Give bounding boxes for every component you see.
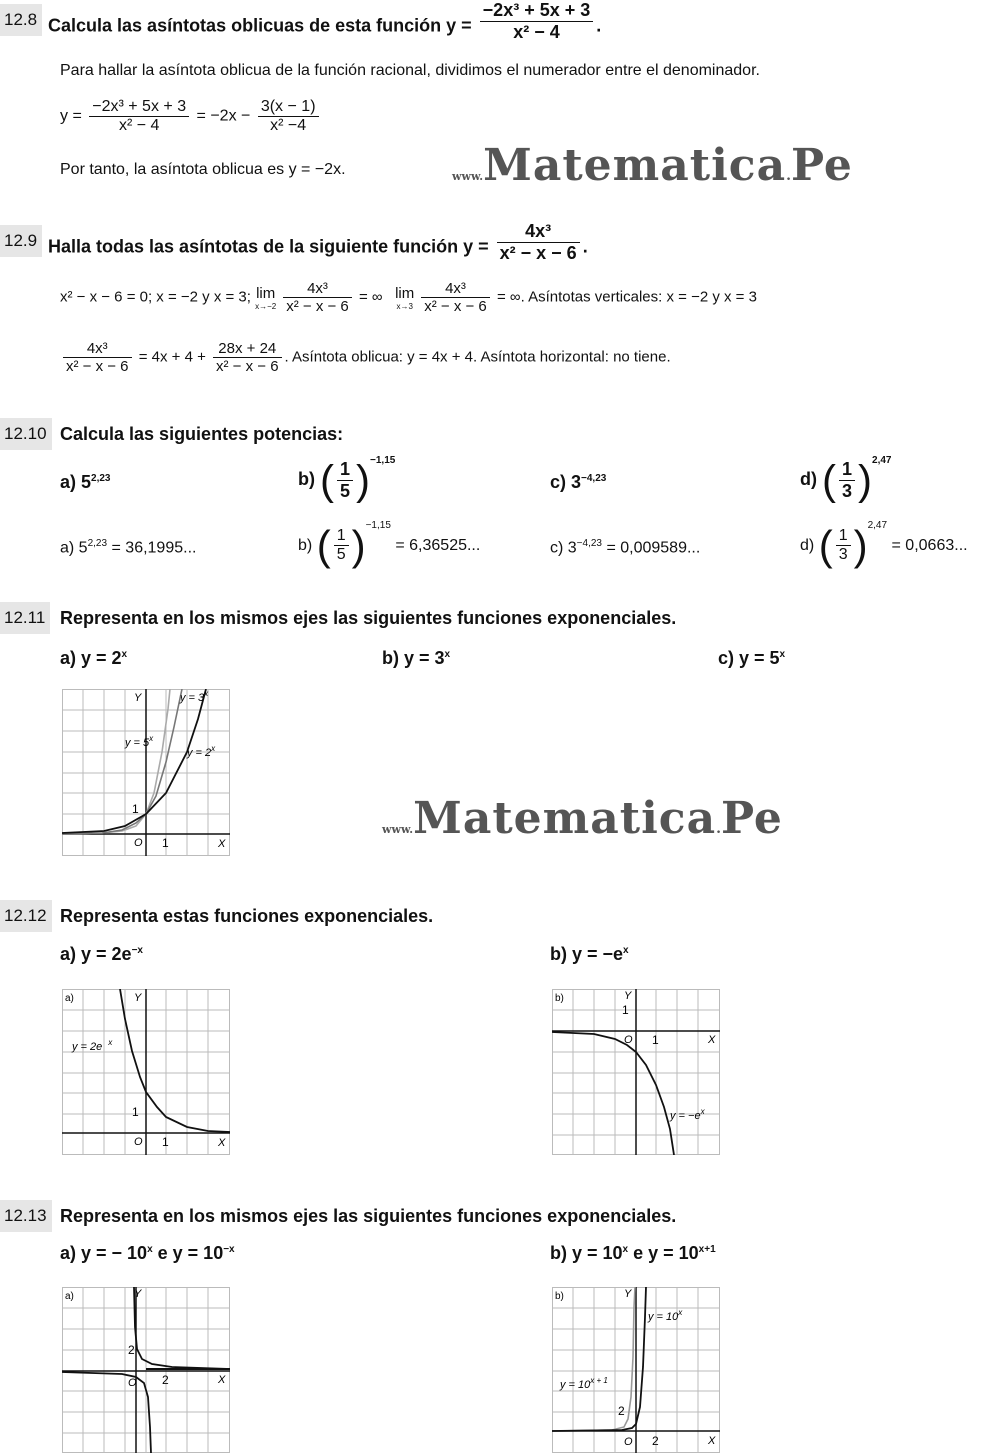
item-b: b) ( $\frac{1}{5}$ )$^{-1,15}$ xyxy=(298,455,396,504)
exercise-question: Representa estas funciones exponenciales. xyxy=(60,906,434,926)
graph-tag: a) xyxy=(65,993,74,1004)
origin-label: O xyxy=(134,837,143,849)
limit: lim x→−2 xyxy=(255,284,277,311)
y-tick-2: 2 xyxy=(618,1404,625,1418)
item-a: a) y = − $10^x$ e $y = 10^{-x}$ xyxy=(60,1243,235,1263)
curve-10x xyxy=(552,1287,646,1431)
exercise-number: 12.11 xyxy=(0,602,50,634)
curve-5x xyxy=(62,689,170,834)
item-b: b) $y = 3^x$ xyxy=(382,648,451,668)
fraction: $\frac{\text{4x³}}{\text{x² − x − 6}}$ xyxy=(283,280,352,315)
graph-tag: b) xyxy=(555,993,564,1004)
graph-10x-pair-a xyxy=(62,1287,230,1453)
fraction: $\frac{1}{3}$ xyxy=(836,527,851,564)
graph-tag: b) xyxy=(555,1291,564,1302)
exercise-question: Representa en los mismos ejes las siguientes funciones exponenciales. xyxy=(60,608,677,628)
y-tick-1: 1 xyxy=(132,802,139,816)
label-3x: $y = 3^x$ xyxy=(180,689,209,704)
origin-label: O xyxy=(624,1436,633,1448)
watermark-logo: www.Matematica.Pe xyxy=(452,140,853,191)
x-axis-label: X xyxy=(708,1034,716,1046)
graph-10x-pair-b xyxy=(552,1287,720,1453)
exercise-number: 12.10 xyxy=(0,418,52,450)
x-tick-2: 2 xyxy=(162,1373,169,1387)
x-axis-label: X xyxy=(218,838,226,850)
fraction: $\frac{\text{−2x³ + 5x + 3}}{\text{x² − 4}}$ xyxy=(480,0,594,43)
graph-neg-ex xyxy=(552,989,720,1155)
item-a: a) 5$^{2,23}$ xyxy=(60,472,111,492)
fraction: $\frac{\text{4x³}}{\text{x² − x − 6}}$ xyxy=(421,280,490,315)
x-axis-label: X xyxy=(218,1374,226,1386)
item-b: b) $y = 10^x$ e $y = 10^{x+1}$ xyxy=(550,1243,716,1263)
graph-tag: a) xyxy=(65,1291,74,1302)
curve-3x xyxy=(62,689,182,834)
item-b: b) $y = -e^x$ xyxy=(550,944,629,964)
label-10x1: $y = 10^{x + 1}$ xyxy=(560,1376,608,1391)
exercise-number: 12.13 xyxy=(0,1200,52,1232)
result-a: a) 5$^{2,23}$ = 36,1995... xyxy=(60,538,197,557)
graph-2e-negx xyxy=(62,989,230,1155)
watermark-logo: www.Matematica.Pe xyxy=(382,793,783,844)
fraction: $\frac{28x + 24}{\text{x² − x − 6}}$ xyxy=(213,340,282,375)
exercise-question: Representa en los mismos ejes las siguientes funciones exponenciales. xyxy=(60,1206,677,1226)
origin-label: O xyxy=(624,1034,633,1046)
x-tick-1: 1 xyxy=(162,836,169,850)
item-d: d) ( $\frac{1}{3}$ )$^{2,47}$ xyxy=(800,455,892,504)
solution-text: Para hallar la asíntota oblicua de la función racional, dividimos el numerador entre el denominador. xyxy=(60,62,760,79)
curve-label: $y = -e^x$ xyxy=(670,1107,705,1122)
result-d: d) ( $\frac{1}{3}$ )$^{2,47}$ = 0,0663... xyxy=(800,520,968,569)
label-2x: $y = 2^x$ xyxy=(187,744,216,759)
solution-equation: y = $\frac{\text{−2x³ + 5x + 3}}{\text{x² − 4}}$ = −2x − $\frac{3(x - 1)}{\text{x² −4}}$ xyxy=(60,98,322,135)
item-c: c) $y = 5^x$ xyxy=(718,648,786,668)
exercise-number: 12.9 xyxy=(0,225,42,257)
item-c: c) $3^{-4,23}$ xyxy=(550,472,607,492)
fraction: $\frac{\text{4x³}}{\text{x² − x − 6}}$ xyxy=(63,340,132,375)
fraction: $\frac{1}{3}$ xyxy=(839,459,855,502)
curve-10-negx xyxy=(134,1287,230,1369)
exercise-question: Halla todas las asíntotas de la siguiente función y = $\frac{\text{4x³}}{\text{x² − x − 6}}$ . xyxy=(48,221,588,263)
item-a: a) $y = 2e^{-x}$ xyxy=(60,944,143,964)
y-axis-label: Y xyxy=(134,1288,142,1300)
fraction: $\frac{1}{5}$ xyxy=(334,527,349,564)
label-10x: $y = 10^x$ xyxy=(648,1308,683,1323)
fraction: $\frac{1}{5}$ xyxy=(337,459,353,502)
fraction: $\frac{\text{−2x³ + 5x + 3}}{\text{x² − 4}}$ xyxy=(89,98,189,135)
x-tick-2: 2 xyxy=(652,1434,659,1448)
limit: lim x→3 xyxy=(395,284,415,311)
exercise-question: Calcula las siguientes potencias: xyxy=(60,424,344,444)
origin-label: O xyxy=(134,1136,143,1148)
y-tick-1: 1 xyxy=(622,1003,629,1017)
fraction: $\frac{\text{4x³}}{\text{x² − x − 6}}$ xyxy=(497,221,580,264)
x-axis-label: X xyxy=(708,1435,716,1447)
exercise-number: 12.8 xyxy=(0,4,42,36)
y-axis-label: Y xyxy=(624,990,632,1002)
curve-label: y = 2e $^x$ xyxy=(72,1038,113,1053)
y-tick-2: 2 xyxy=(128,1343,135,1357)
exercise-number: 12.12 xyxy=(0,900,52,932)
y-tick-1: 1 xyxy=(132,1105,139,1119)
y-axis-label: Y xyxy=(134,692,142,704)
solution-conclusion: Por tanto, la asíntota oblicua es y = −2x. xyxy=(60,161,346,178)
graph-exponentials xyxy=(62,689,230,856)
x-tick-1: 1 xyxy=(162,1135,169,1149)
fraction: $\frac{3(x - 1)}{\text{x² −4}}$ xyxy=(258,98,319,135)
x-tick-1: 1 xyxy=(652,1033,659,1047)
result-b: b) ( $\frac{1}{5}$ )$^{-1,15}$ = 6,36525... xyxy=(298,520,481,569)
result-c: c) $3^{-4,23} = 0,009589$... xyxy=(550,538,701,557)
solution-division: $\frac{\text{4x³}}{\text{x² − x − 6}}$ = 4x + 4 + $\frac{28x + 24}{\text{x² − x − 6}}$ . Asíntota oblicua: y = 4x + 4. Asíntota horizontal: no tiene. xyxy=(60,340,671,375)
y-axis-label: Y xyxy=(134,992,142,1004)
item-a: a) $y = 2^x$ xyxy=(60,648,128,668)
y-axis-label: Y xyxy=(624,1288,632,1300)
origin-label: O xyxy=(128,1377,137,1389)
x-axis-label: X xyxy=(218,1137,226,1149)
exercise-question: Calcula las asíntotas oblicuas de esta función y = $\frac{\text{−2x³ + 5x + 3}}{\text{x² − 4}}$ . xyxy=(48,0,602,42)
label-5x: $y = 5^x$ xyxy=(125,734,154,749)
solution-limits: x² − x − 6 = 0; x = −2 y x = 3; lim x→−2 $\frac{\text{4x³}}{\text{x² − x − 6}}$ = ∞ lim x→3 $\frac{\text{4x³}}{\text{x² − x − 6}}$ = ∞. Asíntotas verticales: x = −2 y x = 3 xyxy=(60,280,757,315)
